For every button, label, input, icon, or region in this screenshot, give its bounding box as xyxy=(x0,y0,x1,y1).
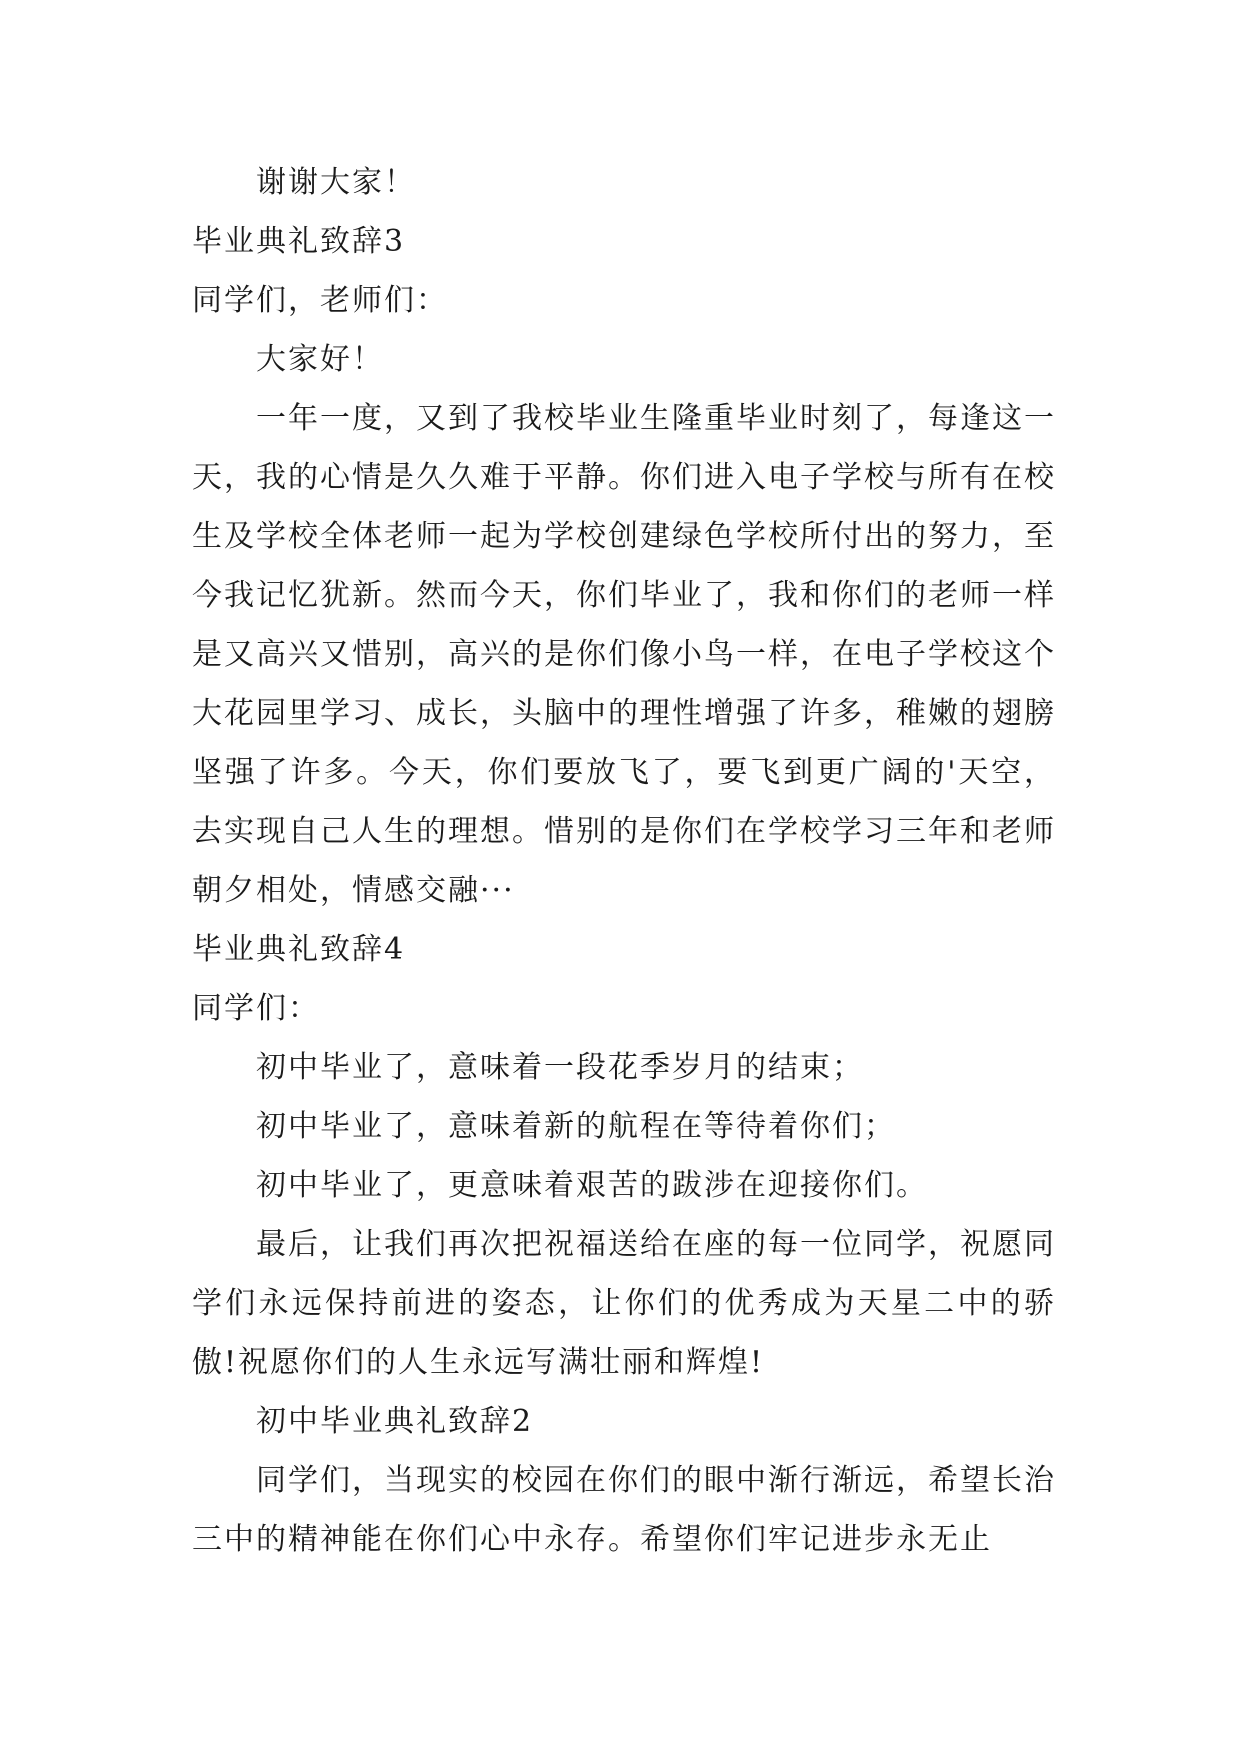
body-paragraph-graduation: 一年一度，又到了我校毕业生隆重毕业时刻了，每逢这一天，我的心情是久久难于平静。你们进入电子学校与所有在校生及学校全体老师一起为学校创建绿色学校所付出的努力，至今我记忆犹新。然而今天，你们毕业了，我和你们的老师一样是又高兴又惜别，高兴的是你们像小鸟一样，在电子学校这个大花园里学习、成长，头脑中的理性增强了许多，稚嫩的翅膀坚强了许多。今天，你们要放飞了，要飞到更广阔的'天空，去实现自己人生的理想。惜别的是你们在学校学习三年和老师朝夕相处，情感交融··· xyxy=(192,401,1056,908)
body-paragraph-school-spirit: 同学们，当现实的校园在你们的眼中渐行渐远，希望长治三中的精神能在你们心中永存。希望你们牢记进步永无止 xyxy=(192,1463,1056,1557)
salutation-students: 同学们： xyxy=(192,991,320,1026)
section-heading-speech-4: 毕业典礼致辞4 xyxy=(192,932,406,967)
body-line-3: 初中毕业了，更意味着艰苦的跋涉在迎接你们。 xyxy=(256,1168,928,1203)
body-line-2: 初中毕业了，意味着新的航程在等待着你们； xyxy=(256,1109,896,1144)
salutation-students-teachers: 同学们，老师们： xyxy=(192,283,448,318)
body-line-1: 初中毕业了，意味着一段花季岁月的结束； xyxy=(256,1050,864,1085)
document-body xyxy=(192,153,1056,1569)
section-heading-junior-speech-2: 初中毕业典礼致辞2 xyxy=(256,1404,534,1439)
body-paragraph-blessing: 最后，让我们再次把祝福送给在座的每一位同学，祝愿同学们永远保持前进的姿态，让你们的优秀成为天星二中的骄傲!祝愿你们的人生永远写满壮丽和辉煌! xyxy=(192,1227,1056,1380)
closing-thanks: 谢谢大家！ xyxy=(256,165,416,200)
greeting: 大家好！ xyxy=(256,342,384,377)
section-heading-speech-3: 毕业典礼致辞3 xyxy=(192,224,406,259)
